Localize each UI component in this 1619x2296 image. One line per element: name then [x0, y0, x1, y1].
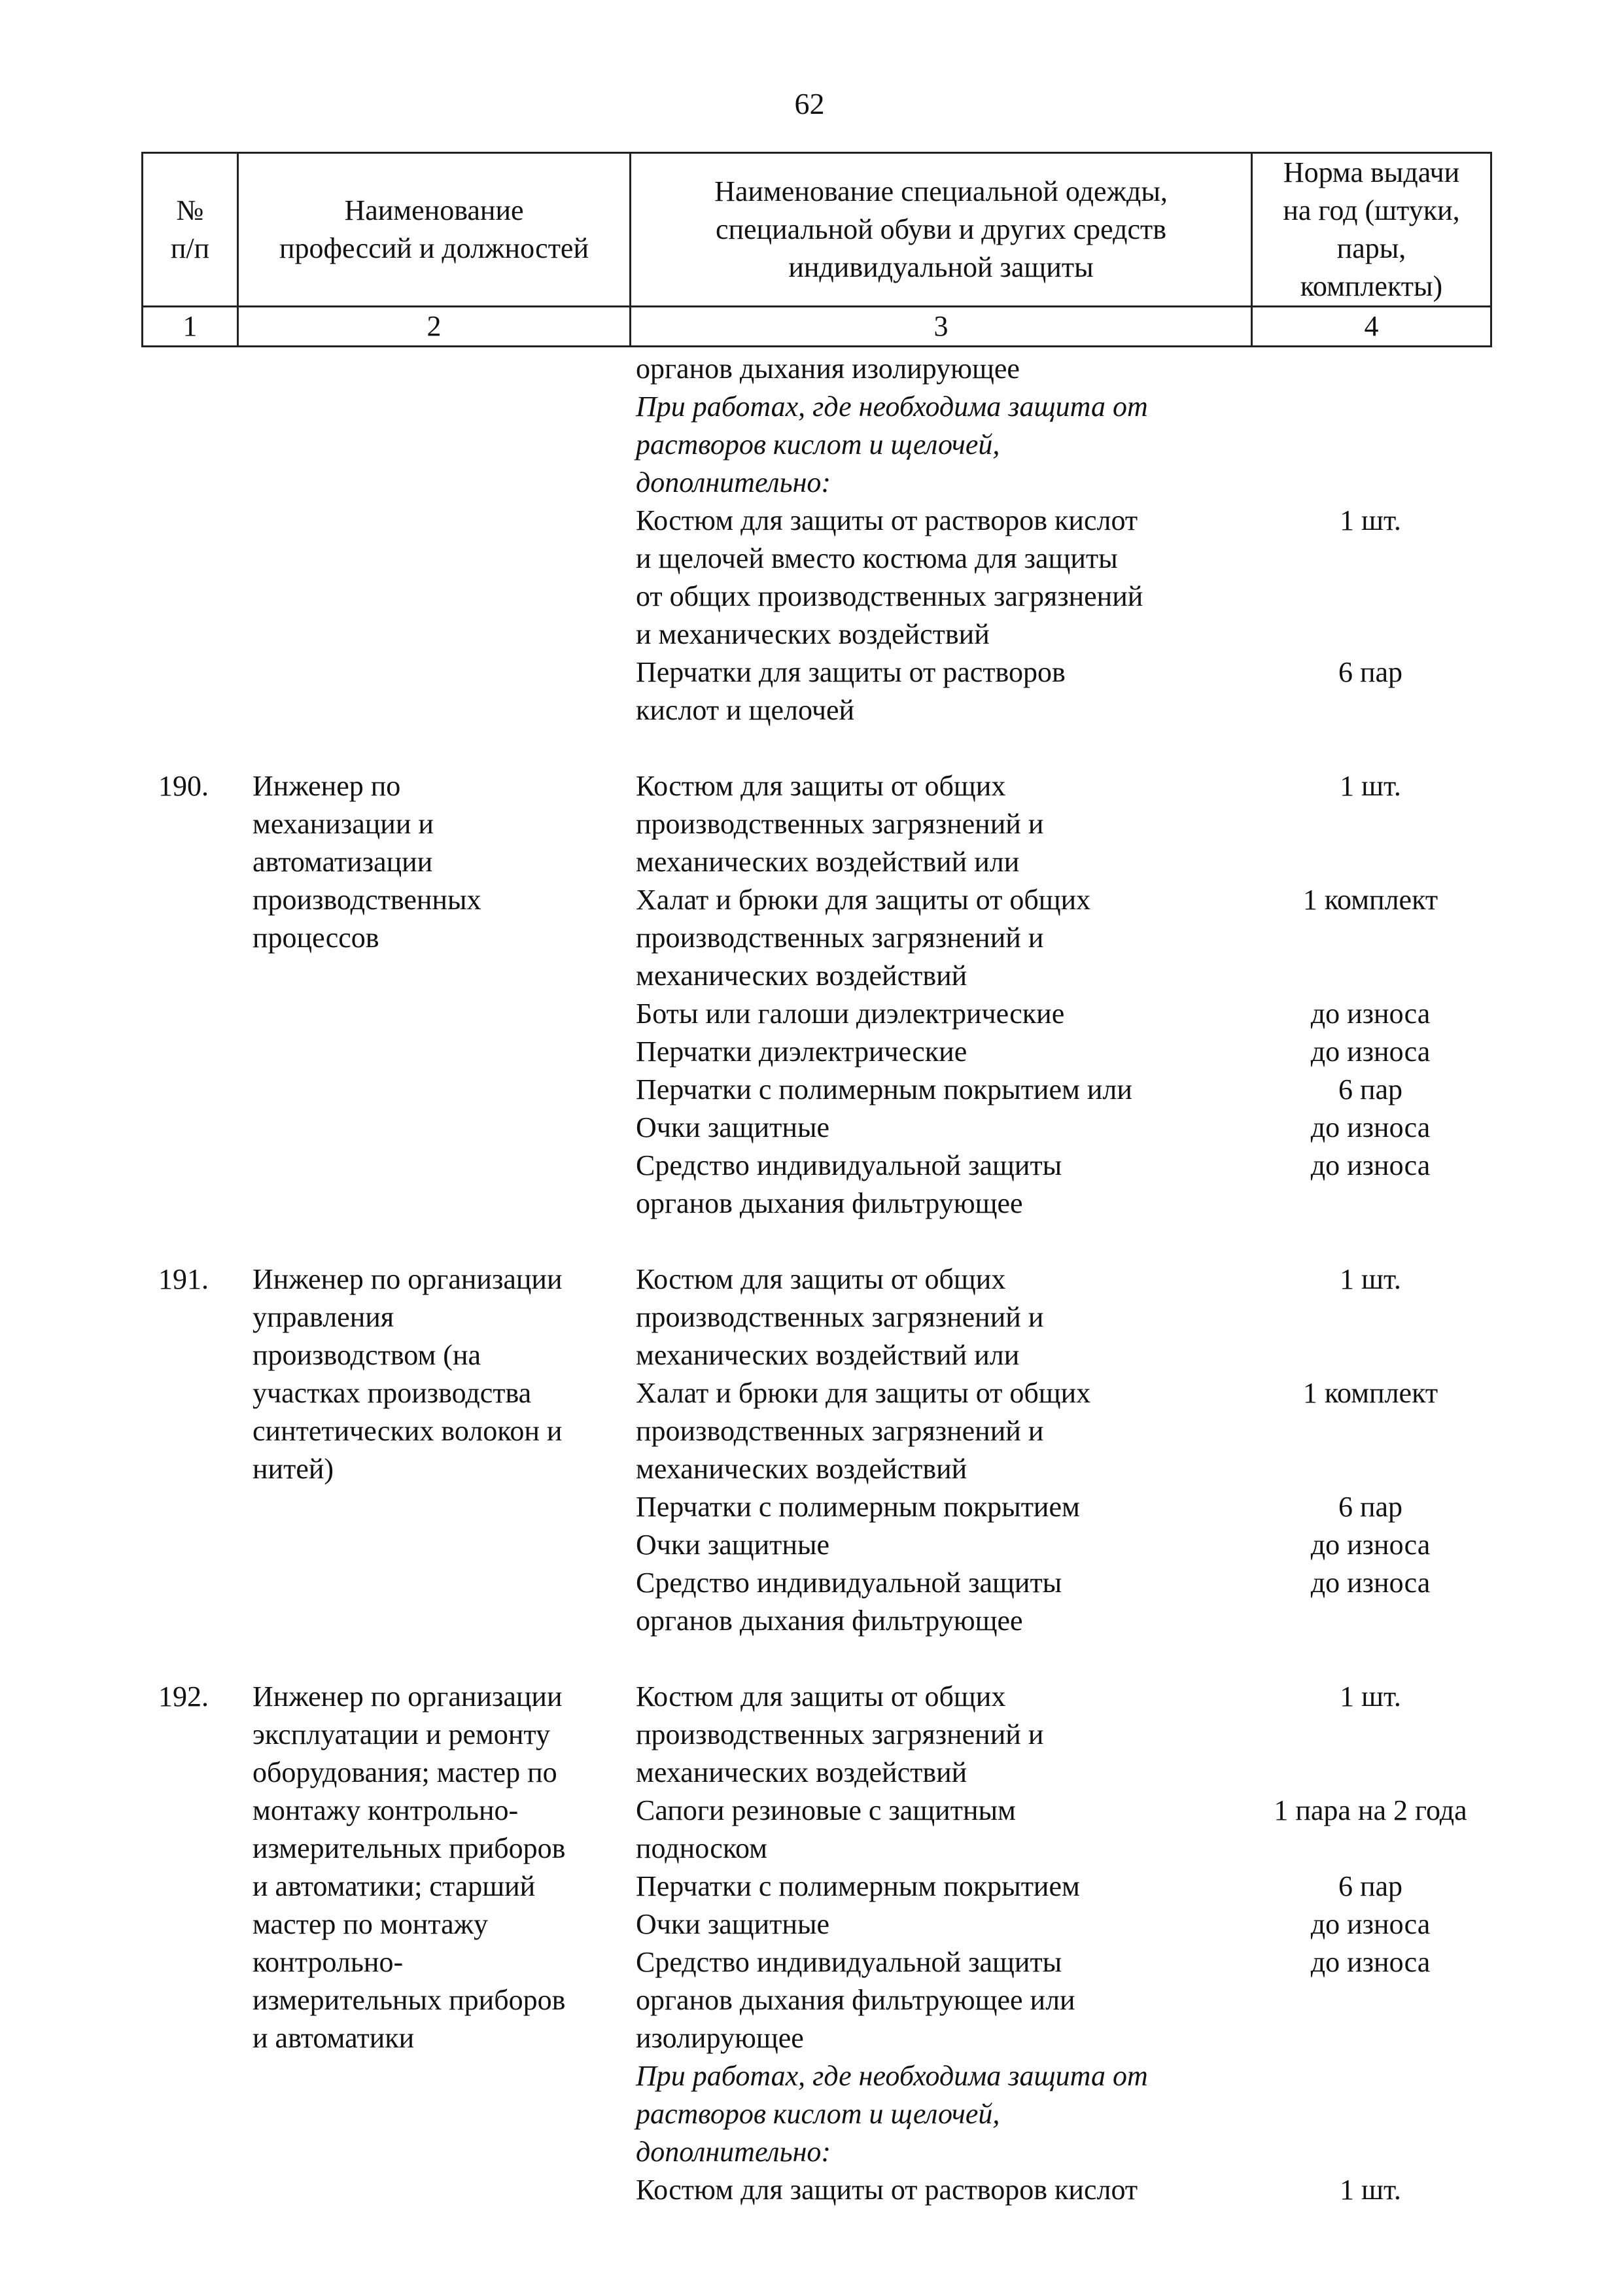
equipment-item: [629, 1943, 1490, 2057]
issue-norm: 1 комплект: [1302, 1377, 1438, 1409]
equipment-name: [629, 881, 1251, 995]
issue-norm: 1 шт.: [1340, 1680, 1401, 1713]
row-gap: [141, 1640, 1490, 1678]
profession-line: измерительных приборов: [252, 1832, 566, 1864]
issue-norm: до износа: [1310, 1149, 1431, 1181]
profession-line: эксплуатации и ремонту: [252, 1718, 551, 1750]
profession-line: Инженер по: [252, 770, 401, 802]
equipment-line: изолирующее: [636, 2022, 804, 2054]
table-row: [141, 1678, 1490, 2209]
equipment-item: [629, 653, 1490, 729]
header-line: пары,: [1336, 232, 1406, 264]
equipment-item: [629, 350, 1490, 388]
equipment-line: Костюм для защиты от общих: [636, 1680, 1006, 1713]
header-line: №: [176, 194, 204, 226]
equipment-item: [629, 1147, 1490, 1223]
equipment-item: [629, 1071, 1490, 1109]
equipment-line: растворов кислот и щелочей,: [636, 428, 1000, 461]
equipment-item: [629, 995, 1490, 1033]
equipment-item: [629, 1564, 1490, 1640]
equipment-name: [629, 1564, 1251, 1640]
equipment-line: растворов кислот и щелочей,: [636, 2098, 1000, 2130]
equipment-item: [629, 1526, 1490, 1564]
profession-line: процессов: [252, 922, 379, 954]
equipment-line: Перчатки с полимерным покрытием: [636, 1491, 1080, 1523]
issue-norm: 6 пар: [1338, 1870, 1403, 1902]
equipment-line: Сапоги резиновые с защитным: [636, 1794, 1016, 1826]
equipment-name: [629, 350, 1251, 388]
equipment-name: [629, 388, 1251, 502]
equipment-line: и механических воздействий: [636, 618, 990, 650]
equipment-item: [629, 1033, 1490, 1071]
profession-line: управления: [252, 1301, 394, 1333]
header-line: на год (штуки,: [1283, 194, 1460, 226]
equipment-line: Средство индивидуальной защиты: [636, 1946, 1062, 1978]
profession-line: мастер по монтажу: [252, 1908, 488, 1940]
issue-norm: 1 комплект: [1302, 884, 1438, 916]
items-list: [629, 1678, 1490, 2209]
header-col-profession: [238, 153, 631, 307]
profession: [237, 767, 629, 957]
profession-line: нитей): [252, 1453, 334, 1485]
equipment-line: механических воздействий: [636, 1756, 967, 1788]
header-line: Наименование: [344, 194, 524, 226]
equipment-line: Очки защитные: [636, 1908, 830, 1940]
issue-norm: 1 шт.: [1340, 770, 1401, 802]
header-line: специальной обуви и других средств: [715, 213, 1167, 245]
equipment-line: дополнительно:: [636, 2136, 831, 2168]
equipment-name: [629, 1071, 1251, 1109]
row-number: 190.: [158, 770, 209, 802]
items-list: [629, 350, 1490, 729]
issue-norm: до износа: [1310, 1567, 1431, 1599]
equipment-line: Костюм для защиты от общих: [636, 770, 1006, 802]
equipment-item: [629, 1905, 1490, 1943]
equipment-line: Боты или галоши диэлектрические: [636, 998, 1065, 1030]
equipment-item: [629, 1868, 1490, 1905]
row-gap: [141, 729, 1490, 767]
equipment-line: кислот и щелочей: [636, 694, 855, 726]
equipment-item: [629, 1261, 1490, 1374]
equipment-name: [629, 653, 1251, 729]
profession-line: синтетических волокон и: [252, 1415, 563, 1447]
equipment-item: [629, 1488, 1490, 1526]
equipment-line: Перчатки с полимерным покрытием или: [636, 1073, 1132, 1105]
column-number-4: 4: [1252, 307, 1491, 347]
issue-norm: до износа: [1310, 1946, 1431, 1978]
row-number: 192.: [158, 1680, 209, 1713]
profession-line: оборудования; мастер по: [252, 1756, 557, 1788]
equipment-line: органов дыхания изолирующее: [636, 353, 1020, 385]
row-number: 191.: [158, 1263, 209, 1295]
header-line: Норма выдачи: [1283, 156, 1460, 188]
profession-line: Инженер по организации: [252, 1263, 563, 1295]
issue-norm: до износа: [1310, 1529, 1431, 1561]
equipment-item: [629, 1678, 1490, 1792]
equipment-name: [629, 1147, 1251, 1223]
profession-line: Инженер по организации: [252, 1680, 563, 1713]
equipment-line: При работах, где необходима защита от: [636, 2060, 1148, 2092]
equipment-line: органов дыхания фильтрующее: [636, 1187, 1023, 1219]
equipment-item: [629, 1374, 1490, 1488]
equipment-line: механических воздействий или: [636, 1339, 1020, 1371]
equipment-line: Очки защитные: [636, 1111, 830, 1143]
header-col-equipment: [631, 153, 1252, 307]
equipment-item: [629, 1792, 1490, 1868]
equipment-line: Перчатки для защиты от растворов: [636, 656, 1066, 688]
issue-norm: 6 пар: [1338, 656, 1403, 688]
equipment-name: [629, 995, 1251, 1033]
equipment-line: производственных загрязнений и: [636, 808, 1044, 840]
profession-line: производством (на: [252, 1339, 481, 1371]
equipment-line: производственных загрязнений и: [636, 1718, 1044, 1750]
equipment-line: производственных загрязнений и: [636, 1415, 1044, 1447]
note-item: [629, 2057, 1490, 2171]
table-row: [141, 1261, 1490, 1640]
equipment-line: Очки защитные: [636, 1529, 830, 1561]
equipment-line: Костюм для защиты от общих: [636, 1263, 1006, 1295]
equipment-line: Перчатки с полимерным покрытием: [636, 1870, 1080, 1902]
profession: [237, 1261, 629, 1488]
equipment-item: [629, 1109, 1490, 1147]
equipment-name: [629, 1792, 1251, 1868]
table-row-continuation: [141, 350, 1490, 729]
header-col-norm: [1252, 153, 1491, 307]
equipment-line: При работах, где необходима защита от: [636, 391, 1148, 423]
equipment-line: Средство индивидуальной защиты: [636, 1149, 1062, 1181]
equipment-name: [629, 2057, 1251, 2171]
issue-norm: 1 шт.: [1340, 504, 1401, 536]
issue-norm: 6 пар: [1338, 1073, 1403, 1105]
equipment-line: и щелочей вместо костюма для защиты: [636, 542, 1118, 574]
note-item: [629, 388, 1490, 502]
column-number-3: 3: [631, 307, 1252, 347]
issue-norm: до износа: [1310, 1908, 1431, 1940]
page-number: 62: [794, 87, 825, 120]
equipment-line: органов дыхания фильтрующее: [636, 1605, 1023, 1637]
items-list: [629, 767, 1490, 1223]
equipment-item: [629, 502, 1490, 653]
equipment-name: [629, 2171, 1251, 2209]
table-header: [141, 152, 1492, 347]
equipment-name: [629, 1868, 1251, 1905]
equipment-item: [629, 767, 1490, 881]
equipment-line: механических воздействий: [636, 960, 967, 992]
header-line: профессий и должностей: [279, 232, 589, 264]
equipment-name: [629, 767, 1251, 881]
equipment-line: дополнительно:: [636, 466, 831, 498]
equipment-line: Халат и брюки для защиты от общих: [636, 884, 1091, 916]
equipment-line: механических воздействий: [636, 1453, 967, 1485]
equipment-item: [629, 2171, 1490, 2209]
equipment-name: [629, 1678, 1251, 1792]
profession-line: механизации и: [252, 808, 434, 840]
equipment-line: Халат и брюки для защиты от общих: [636, 1377, 1091, 1409]
header-line: индивидуальной защиты: [788, 251, 1094, 283]
equipment-line: механических воздействий или: [636, 846, 1020, 878]
issue-norm: до износа: [1310, 1111, 1431, 1143]
equipment-line: подноском: [636, 1832, 767, 1864]
header-line: п/п: [170, 232, 210, 264]
equipment-line: Костюм для защиты от растворов кислот: [636, 504, 1138, 536]
header-line: Наименование специальной одежды,: [714, 175, 1168, 207]
profession-line: участках производства: [252, 1377, 532, 1409]
issue-norm: 1 шт.: [1340, 1263, 1401, 1295]
equipment-line: от общих производственных загрязнений: [636, 580, 1143, 612]
profession-line: контрольно-: [252, 1946, 404, 1978]
profession-line: автоматизации: [252, 846, 433, 878]
items-list: [629, 1261, 1490, 1640]
equipment-name: [629, 1109, 1251, 1147]
equipment-item: [629, 881, 1490, 995]
column-number-2: 2: [238, 307, 631, 347]
equipment-line: производственных загрязнений и: [636, 1301, 1044, 1333]
issue-norm: 1 шт.: [1340, 2174, 1401, 2206]
equipment-line: Костюм для защиты от растворов кислот: [636, 2174, 1138, 2206]
header-col-number: [143, 153, 238, 307]
profession-line: и автоматики: [252, 2022, 415, 2054]
profession-line: монтажу контрольно-: [252, 1794, 519, 1826]
profession-line: производственных: [252, 884, 481, 916]
equipment-line: производственных загрязнений и: [636, 922, 1044, 954]
equipment-name: [629, 1905, 1251, 1943]
equipment-line: Перчатки диэлектрические: [636, 1035, 967, 1068]
equipment-line: органов дыхания фильтрующее или: [636, 1984, 1075, 2016]
column-number-1: 1: [143, 307, 238, 347]
header-line: комплекты): [1300, 270, 1443, 302]
equipment-name: [629, 1526, 1251, 1564]
equipment-line: Средство индивидуальной защиты: [636, 1567, 1062, 1599]
equipment-name: [629, 1488, 1251, 1526]
profession-line: и автоматики; старший: [252, 1870, 536, 1902]
issue-norm: 1 пара на 2 года: [1274, 1794, 1467, 1826]
table-row: [141, 767, 1490, 1223]
equipment-name: [629, 502, 1251, 653]
row-gap: [141, 1223, 1490, 1261]
issue-norm: до износа: [1310, 998, 1431, 1030]
table-body: [141, 350, 1490, 2209]
profession-line: измерительных приборов: [252, 1984, 566, 2016]
issue-norm: 6 пар: [1338, 1491, 1403, 1523]
equipment-name: [629, 1261, 1251, 1374]
equipment-name: [629, 1033, 1251, 1071]
equipment-name: [629, 1943, 1251, 2057]
issue-norm: до износа: [1310, 1035, 1431, 1068]
profession: [237, 1678, 629, 2057]
equipment-name: [629, 1374, 1251, 1488]
